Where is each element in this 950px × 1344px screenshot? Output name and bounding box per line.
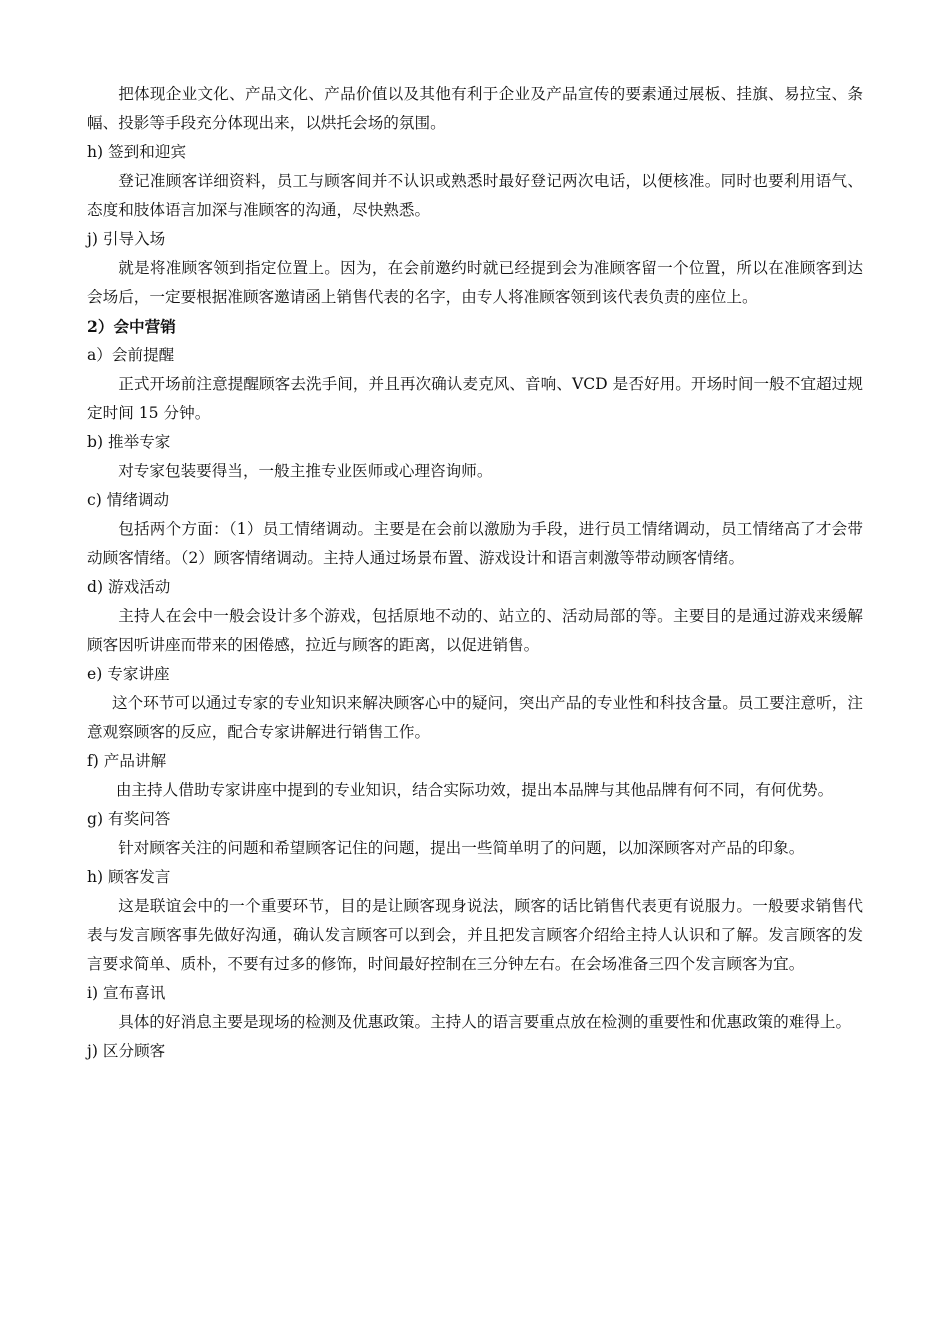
heading-sign-in: h) 签到和迎宾: [87, 143, 187, 161]
paragraph-game-activities: 主持人在会中一般会设计多个游戏，包括原地不动的、站立的、活动局部的等。主要目的是通过游戏来缓解顾客因听讲座而带来的困倦感，拉近与顾客的距离，以促进销售。: [87, 607, 863, 654]
heading-expert-lecture: e) 专家讲座: [87, 665, 170, 683]
paragraph-quiz: 针对顾客关注的问题和希望顾客记住的问题，提出一些简单明了的问题，以加深顾客对产品的印象。: [118, 839, 805, 857]
heading-emotion-mobilization: c) 情绪调动: [87, 491, 170, 509]
heading-guide-entry: j) 引导入场: [87, 230, 166, 248]
document-page: [87, 80, 863, 1066]
paragraph-exhibition: 把体现企业文化、产品文化、产品价值以及其他有利于企业及产品宣传的要素通过展板、挂旗、易拉宝、条幅、投影等手段充分体现出来，以烘托会场的氛围。: [87, 85, 863, 132]
heading-customer-speech: h) 顾客发言: [87, 868, 171, 886]
heading-recommend-expert: b) 推举专家: [87, 433, 171, 451]
paragraph-announce-good-news: 具体的好消息主要是现场的检测及优惠政策。主持人的语言要重点放在检测的重要性和优惠政策的难得上。: [118, 1013, 852, 1031]
heading-quiz: g) 有奖问答: [87, 810, 171, 828]
paragraph-recommend-expert: 对专家包装要得当，一般主推专业医师或心理咨询师。: [118, 462, 493, 480]
heading-announce-good-news: i) 宣布喜讯: [87, 984, 166, 1002]
paragraph-expert-lecture: 这个环节可以通过专家的专业知识来解决顾客心中的疑问，突出产品的专业性和科技含量。员工要注意听，注意观察顾客的反应，配合专家讲解进行销售工作。: [87, 694, 863, 741]
heading-game-activities: d) 游戏活动: [87, 578, 171, 596]
paragraph-product-explanation: 由主持人借助专家讲座中提到的专业知识，结合实际功效，提出本品牌与其他品牌有何不同，有何优势。: [115, 781, 834, 799]
heading-product-explanation: f) 产品讲解: [87, 752, 167, 770]
paragraph-emotion-mobilization: 包括两个方面：（1）员工情绪调动。主要是在会前以激励为手段，进行员工情绪调动，员工情绪高了才会带动顾客情绪。（2）顾客情绪调动。主持人通过场景布置、游戏设计和语言刺激等带动顾客情绪。: [87, 520, 863, 567]
paragraph-sign-in: 登记准顾客详细资料，员工与顾客间并不认识或熟悉时最好登记两次电话，以便核准。同时也要利用语气、态度和肢体语言加深与准顾客的沟通，尽快熟悉。: [87, 172, 863, 219]
paragraph-customer-speech: 这是联谊会中的一个重要环节，目的是让顾客现身说法，顾客的话比销售代表更有说服力。一般要求销售代表与发言顾客事先做好沟通，确认发言顾客可以到会，并且把发言顾客介绍给主持人认识和了解。发言顾客的发言要求简单、质朴，不要有过多的修饰，时间最好控制在三分钟左右。在会场准备三四个发言顾客为宜。: [87, 897, 863, 973]
paragraph-guide-entry: 就是将准顾客领到指定位置上。因为，在会前邀约时就已经提到会为准顾客留一个位置，所以在准顾客到达会场后，一定要根据准顾客邀请函上销售代表的名字，由专人将准顾客领到该代表负责的座位上。: [87, 259, 863, 306]
paragraph-pre-meeting-reminder: 正式开场前注意提醒顾客去洗手间，并且再次确认麦克风、音响、VCD 是否好用。开场时间一般不宜超过规定时间 15 分钟。: [87, 375, 863, 422]
heading-distinguish-customers: j) 区分顾客: [87, 1042, 166, 1060]
heading-pre-meeting-reminder: a）会前提醒: [87, 346, 175, 364]
section-heading-in-meeting-marketing: 2）会中营销: [87, 317, 176, 336]
